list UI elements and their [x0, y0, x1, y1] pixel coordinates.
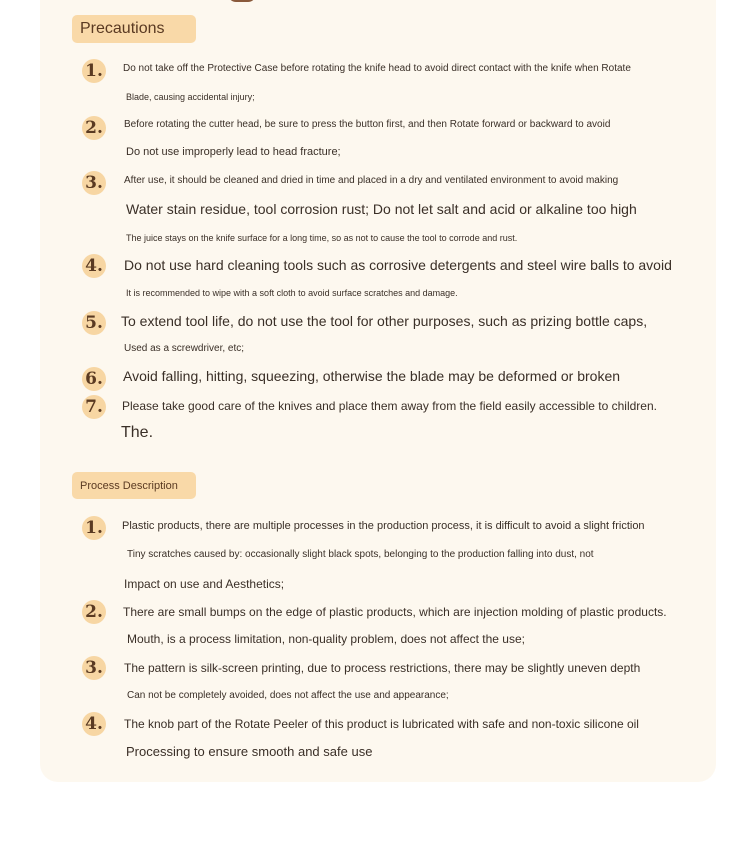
process-2-line-1: There are small bumps on the edge of plastic products, which are injection molding of plastic products.	[123, 605, 667, 619]
precaution-number-2: 2.	[82, 116, 106, 140]
precaution-number-5: 5.	[82, 311, 106, 335]
precaution-number-7: 7.	[82, 395, 106, 419]
precaution-number-3: 3.	[82, 171, 106, 195]
process-number-1: 1.	[82, 516, 106, 540]
precaution-4-line-2: It is recommended to wipe with a soft cloth to avoid surface scratches and damage.	[126, 288, 458, 298]
precaution-5-line-2: Used as a screwdriver, etc;	[124, 343, 245, 354]
precautions-heading: Precautions	[72, 15, 196, 43]
precaution-7-line-1: Please take good care of the knives and place them away from the field easily accessible to children.	[122, 399, 657, 413]
precaution-7-line-2: The.	[121, 424, 154, 441]
process-3-line-2: Can not be completely avoided, does not affect the use and appearance;	[127, 690, 449, 701]
process-1-line-2: Tiny scratches caused by: occasionally slight black spots, belonging to the production falling into dust, not	[127, 549, 594, 560]
process-number-2: 2.	[82, 600, 106, 624]
process-description-heading: Process Description	[72, 472, 196, 499]
precaution-1-line-2: Blade, causing accidental injury;	[126, 92, 255, 102]
process-1-line-3: Impact on use and Aesthetics;	[124, 577, 285, 591]
process-4-line-2: Processing to ensure smooth and safe use	[126, 744, 373, 759]
precaution-2-line-1: Before rotating the cutter head, be sure to press the button first, and then Rotate forward or backward to avoid	[124, 119, 611, 130]
precaution-3-line-2: Water stain residue, tool corrosion rust; Do not let salt and acid or alkaline too high	[126, 201, 637, 217]
process-number-4: 4.	[82, 712, 106, 736]
process-number-3: 3.	[82, 656, 106, 680]
precaution-5-line-1: To extend tool life, do not use the tool for other purposes, such as prizing bottle caps,	[121, 313, 648, 329]
process-3-line-1: The pattern is silk-screen printing, due to process restrictions, there may be slightly uneven depth	[124, 661, 641, 675]
precaution-number-6: 6.	[82, 367, 106, 391]
precaution-3-line-1: After use, it should be cleaned and dried in time and placed in a dry and ventilated environment to avoid making	[124, 175, 619, 186]
precaution-3-line-3: The juice stays on the knife surface for a long time, so as not to cause the tool to corrode and rust.	[126, 233, 518, 243]
precaution-number-4: 4.	[82, 254, 106, 278]
precaution-number-1: 1.	[82, 59, 106, 83]
process-2-line-2: Mouth, is a process limitation, non-quality problem, does not affect the use;	[127, 632, 525, 646]
process-4-line-1: The knob part of the Rotate Peeler of this product is lubricated with safe and non-toxic silicone oil	[124, 717, 639, 731]
precaution-4-line-1: Do not use hard cleaning tools such as corrosive detergents and steel wire balls to avoid	[124, 257, 672, 273]
precaution-1-line-1: Do not take off the Protective Case before rotating the knife head to avoid direct contact with the knife when Rotate	[123, 63, 631, 74]
precaution-2-line-2: Do not use improperly lead to head fracture;	[126, 146, 341, 158]
precaution-6-line-1: Avoid falling, hitting, squeezing, otherwise the blade may be deformed or broken	[123, 368, 621, 384]
process-1-line-1: Plastic products, there are multiple processes in the production process, it is difficult to avoid a slight friction	[122, 520, 645, 532]
